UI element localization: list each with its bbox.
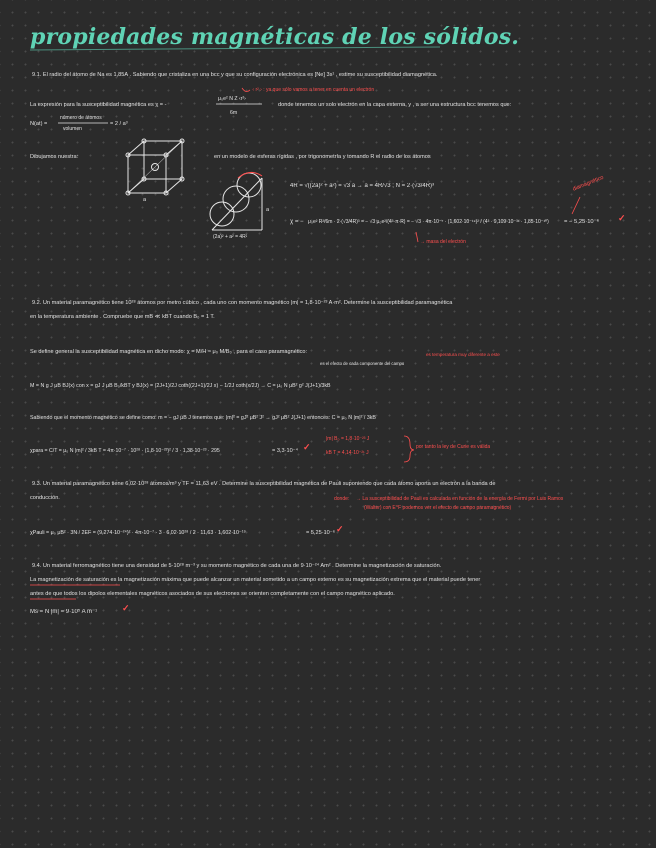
- annotation-pauli-note-1: → La susceptibilidad de Pauli es calculada en función de la energía de Fermi por Luis Ramos: [356, 496, 564, 502]
- susceptibility-fraction-denominator: 6m: [230, 110, 238, 116]
- brillouin-magnetization: M = N g J μB BJ(x) con x = gJ J μB B₀/kBT y BJ(x) = (2J+1)/2J coth((2J+1)/2J x) − 1/2J coth(x/2J) → C = μ₀ N μB² g² J(J+1)/3kB: [30, 383, 331, 389]
- susceptibility-fraction-numerator: μ₀e² N Z ‹r²›: [218, 96, 246, 102]
- check-mark-9-3: ✓: [336, 526, 344, 533]
- problem-9-4-statement: 9.4. Un material ferromagnético tiene una densidad de 5·10²⁸ m⁻³ y su momento magnético de cada una de 9·10⁻²⁴ Am² . Determine la magnetización de saturación.: [32, 563, 442, 569]
- annotation-field-component: es el efecto de cada componente del campo: [320, 361, 405, 366]
- saturation-magnetization-result: Ms = N |m| = 9·10⁵ A m⁻¹: [30, 609, 98, 615]
- annotation-r2-note: → ‹ r² › : ya que sólo vamos a tener en cuenta un electrón: [246, 87, 375, 93]
- annotation-curie-valid: por tanto la ley de Curie es válida: [416, 444, 491, 450]
- diamagnetic-susceptibility-calc: μ₀e² R²/6m · 2·(√3/4R)³ = − √3 μ₀e²/(4³·π·R) = − √3 · 4π·10⁻⁷ · (1,602·10⁻¹⁹)² / (4³ · 9,109·10⁻³¹ · 1,85·10⁻¹⁰): [308, 219, 549, 225]
- triangle-side-a: a: [266, 207, 270, 213]
- check-mark-9-4: ✓: [122, 605, 130, 612]
- problem-9-1-statement: 9.1. El radio del átomo de Na es 1,85Å . Sabiendo que cristaliza en una bcc y que su configuración electrónica es [Ne] 3s¹ , estime su susceptibilidad diamagnética.: [32, 72, 438, 78]
- rigid-sphere-model-text: en un modelo de esferas rígidas , por trigonometría y tomando R el radio de los átomos: [214, 154, 431, 160]
- problem-9-3-statement-line1: 9.3. Un material paramagnético tiene 6,02·10²⁸ átomos/m³ y TF = 11,63 eV . Determine la susceptibilidad magnética de Pauli suponiendo que cada átomo aporta un electrón a la banda de: [32, 481, 496, 487]
- paramagnetic-result: = 3,3·10⁻⁴: [272, 448, 299, 454]
- cell-drawing-label: Dibujamos nuestra:: [30, 154, 79, 160]
- pythagoras-note: (2a)² + a² = 4R²: [213, 234, 248, 240]
- chi-label: χ = −: [290, 219, 304, 225]
- density-result: = 2 / a³: [110, 121, 128, 127]
- susceptibility-explanation: donde tenemos un solo electrón en la capa externa, y , a ser una estructura bcc tenemos que:: [278, 102, 512, 108]
- annotation-pauli-note-2: (Walter) con E^F podemos ver el efecto de campo paramagnético): [364, 505, 512, 511]
- pauli-susceptibility-calc: χPauli = μ₀ μB² · 3N / 2EF = (9,274·10⁻²⁴)² · 4π·10⁻⁷ · 3 · 6,02·10²⁸ / 2 · 11,63 · 1,602·10⁻¹⁹: [30, 530, 246, 536]
- density-label: N(at) =: [30, 121, 48, 127]
- page-title: propiedades magnéticas de los sólidos.: [30, 24, 520, 50]
- check-mark-9-2: ✓: [303, 444, 311, 451]
- lattice-constant-equation: 4R = √((2a)² + a²) = √3 a → a = 4R/√3 ; N = 2·(√3/4R)³: [290, 183, 435, 189]
- density-fraction-denominator: volumen: [63, 126, 82, 132]
- pauli-result: = 5,25·10⁻⁶: [306, 530, 336, 536]
- annotation-diamagnetic: diamagnético: [572, 174, 605, 193]
- saturation-definition-line1: La magnetización de saturación es la magnetización máxima que puede alcanzar un material sometido a un campo externo es su magnetización extrema que el material puede tener: [30, 577, 481, 583]
- susceptibility-definition: Se define general la susceptibilidad magnética en dicho modo: χ = M/H ≈ μ₀ M/B₀ , para el caso paramagnético:: [30, 349, 308, 355]
- problem-9-2-statement-line2: en la temperatura ambiente . Compruebe que mB ≪ kBT cuando B₀ = 1 T.: [30, 314, 215, 320]
- energy-comparison-mB: |m| B₀ = 1,8·10⁻²³ J: [326, 436, 370, 442]
- problem-9-3-statement-line2: conducción.: [30, 495, 60, 501]
- density-fraction-numerator: número de átomos: [60, 115, 102, 121]
- energy-comparison-kBT: kB T = 4,14·10⁻²¹ J: [326, 450, 369, 456]
- annotation-electron-mass: → masa del electrón: [420, 239, 466, 245]
- check-mark-9-1: ✓: [618, 215, 626, 222]
- diamagnetic-result: = − 5,25·10⁻⁶: [564, 219, 600, 225]
- annotation-temperature: es temperatura muy diferente a este: [426, 352, 500, 357]
- saturation-definition-line2: antes de que todos los dipolos elementales magnéticos asociados de sus electrones se orienten completamente con el campo magnético aplicado.: [30, 591, 395, 597]
- susceptibility-intro: La expresión para la susceptibilidad magnética es χ = -: [30, 102, 167, 108]
- annotation-donde: donde:: [334, 496, 350, 502]
- cube-edge-label: a: [143, 197, 147, 203]
- magnetic-moment-curie-constant: Sabiendo que el momento magnético se define como: m = − gJ μB J tenemos que: |m|² = gJ² μB² J² → gJ² μB² J(J+1) entonces: C = μ₀ N |m|² / 3kB: [30, 415, 376, 421]
- paramagnetic-susceptibility-calc: χpara = C/T = μ₀ N |m|² / 3kB T = 4π·10⁻⁷ · 10²⁸ · (1,8·10⁻²³)² / 3 · 1,38·10⁻²³ · 295: [30, 448, 220, 454]
- problem-9-2-statement-line1: 9.2. Un material paramagnético tiene 10²⁸ átomos por metro cúbico , cada uno con momento magnético |m| = 1,8·10⁻²³ A·m². Determine la susceptibilidad paramagnética: [32, 300, 453, 306]
